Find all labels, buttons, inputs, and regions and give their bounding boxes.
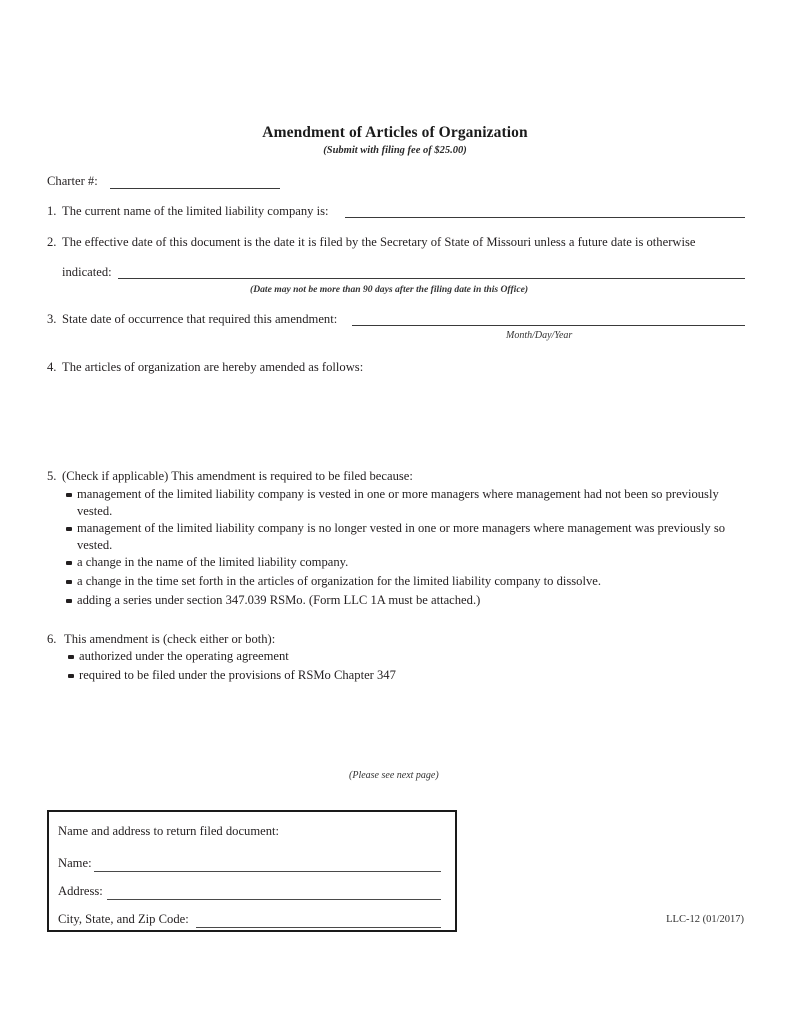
item-6-bullet-2-checkbox[interactable] [68, 674, 74, 678]
item-6-number: 6. [47, 632, 57, 646]
item-6-bullet-1-label: authorized under the operating agreement [79, 649, 289, 663]
item-5-bullet-1-line2: vested. [77, 504, 113, 518]
item-5-bullet-4-checkbox[interactable] [66, 580, 72, 584]
item-3-caption: Month/Day/Year [506, 330, 573, 341]
page-subtitle: (Submit with filing fee of $25.00) [323, 145, 467, 156]
item-5-bullet-5-checkbox[interactable] [66, 599, 72, 603]
page-title: Amendment of Articles of Organization [262, 124, 528, 141]
item-1-number: 1. [47, 204, 57, 218]
item-5-bullet-5-line1: adding a series under section 347.039 RSMo. (Form LLC 1A must be attached.) [77, 593, 481, 607]
return-address-input[interactable] [107, 899, 441, 900]
item-5-bullet-1-checkbox[interactable] [66, 493, 72, 497]
item-2-effective-date-input[interactable] [118, 278, 745, 279]
item-1-company-name-input[interactable] [345, 217, 745, 218]
item-5-number: 5. [47, 469, 57, 483]
form-number: LLC-12 (01/2017) [666, 914, 744, 925]
item-4-amendment-textarea[interactable] [62, 380, 745, 452]
item-4-text: The articles of organization are hereby amended as follows: [62, 360, 364, 374]
item-2-caption: (Date may not be more than 90 days after the filing date in this Office) [250, 284, 529, 295]
return-address-box [47, 810, 457, 932]
item-6-text: This amendment is (check either or both): [64, 632, 276, 646]
item-5-bullet-4-line1: a change in the time set forth in the articles of organization for the limited liability company to dissolve. [77, 574, 602, 588]
item-5-bullet-2-line1: management of the limited liability company is no longer vested in one or more managers where management was previously so [77, 521, 726, 535]
return-address-label: Address: [58, 884, 103, 898]
item-4-number: 4. [47, 360, 57, 374]
item-2-text: The effective date of this document is the date it is filed by the Secretary of State of Missouri unless a future date is otherwise [62, 235, 696, 249]
item-6-bullet-2-label: required to be filed under the provisions of RSMo Chapter 347 [79, 668, 396, 682]
return-box-heading: Name and address to return filed document: [58, 824, 280, 838]
item-5-bullet-2-line2: vested. [77, 538, 113, 552]
item-3-occurrence-date-input[interactable] [352, 325, 745, 326]
charter-number-label: Charter #: [47, 174, 98, 188]
item-5-bullet-3-line1: a change in the name of the limited liability company. [77, 555, 349, 569]
return-name-label: Name: [58, 856, 92, 870]
item-5-bullet-1-line1: management of the limited liability company is vested in one or more managers where management had not been so previously [77, 487, 719, 501]
continuation-note: (Please see next page) [349, 770, 439, 781]
item-5-bullet-2-checkbox[interactable] [66, 527, 72, 531]
return-city-state-zip-input[interactable] [196, 927, 441, 928]
charter-number-input[interactable] [110, 188, 280, 189]
item-5-bullet-3-checkbox[interactable] [66, 561, 72, 565]
item-6-bullet-1-checkbox[interactable] [68, 655, 74, 659]
item-3-text: State date of occurrence that required this amendment: [62, 312, 338, 326]
item-3-number: 3. [47, 312, 57, 326]
return-name-input[interactable] [94, 871, 441, 872]
item-2-number: 2. [47, 235, 57, 249]
return-city-state-zip-label: City, State, and Zip Code: [58, 912, 189, 926]
item-2-indicated-label: indicated: [62, 265, 112, 279]
item-5-text: (Check if applicable) This amendment is required to be filed because: [62, 469, 413, 483]
item-1-text: The current name of the limited liability company is: [62, 204, 329, 218]
